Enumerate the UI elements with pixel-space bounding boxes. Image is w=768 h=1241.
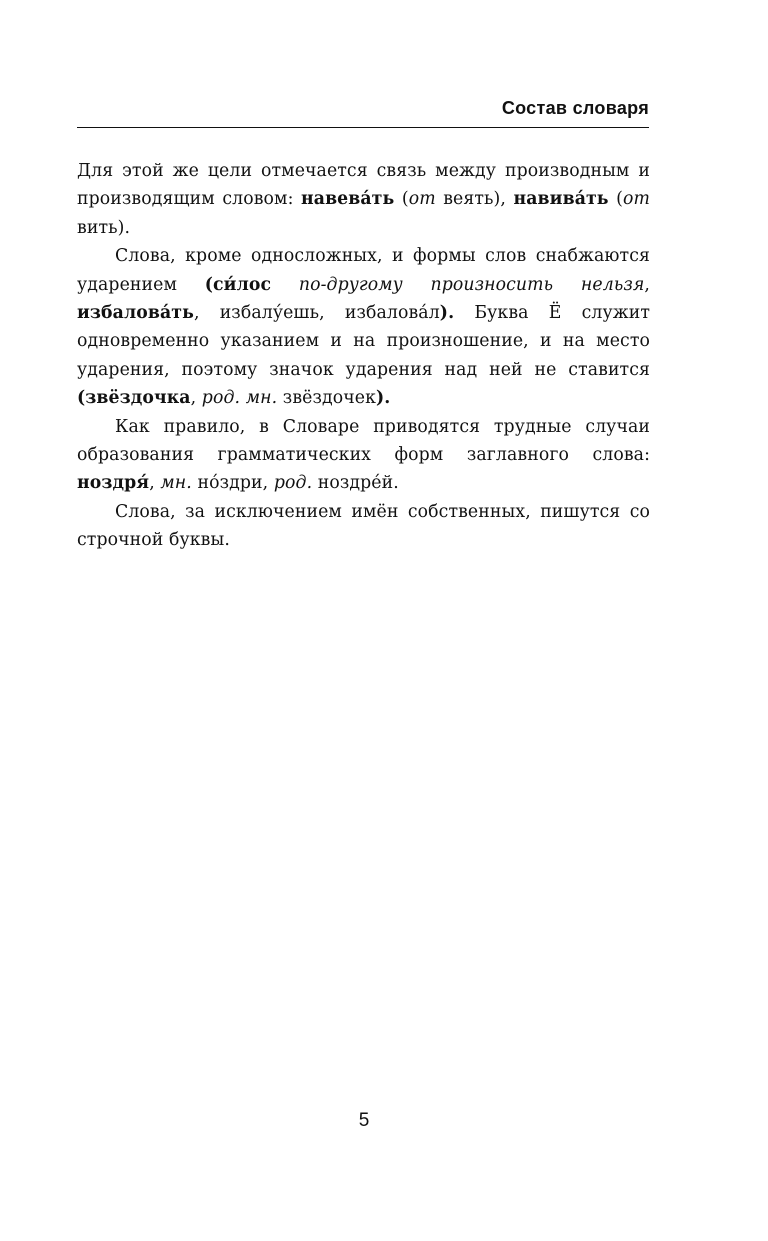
text-segment: ). xyxy=(376,388,391,409)
paragraph-stress xyxy=(77,242,650,412)
text-segment: вить). xyxy=(77,217,131,238)
text-segment: , xyxy=(190,388,202,409)
text-segment: Для этой же цели отмечается связь между производным и производящим словом: xyxy=(77,161,650,210)
text-segment: , xyxy=(644,274,650,295)
headword: (звёздочка xyxy=(77,388,191,409)
text-segment: но́здри, xyxy=(191,473,274,494)
text-segment: Как правило, в Словаре приводятся трудные случаи образования грамматических форм заглавного слова: xyxy=(77,416,650,466)
text-segment: Слова, за исключением имён собственных, пишутся со строчной буквы. xyxy=(77,501,650,551)
text-segment: ). xyxy=(439,303,455,324)
text-segment: Буква Ё служит одновременно указанием и на произношение, и на место ударения, поэтому значок ударения над ней не ставится xyxy=(77,303,650,380)
paragraph-capitalization xyxy=(77,498,650,555)
text-segment: веять), xyxy=(435,189,514,210)
headword: (си́лос xyxy=(204,274,272,295)
paragraph-grammar-forms xyxy=(77,413,650,498)
label-abbreviation: от xyxy=(408,189,436,210)
text-segment: , xyxy=(149,473,161,494)
headword: навива́ть xyxy=(513,189,609,210)
running-header-title: Состав словаря xyxy=(501,98,649,118)
usage-note: по-другому произносить нельзя xyxy=(271,274,645,295)
text-segment: Слова, кроме односложных, и формы слов снабжаются ударением xyxy=(77,246,650,295)
text-segment: ( xyxy=(394,189,409,210)
label-abbreviation: от xyxy=(623,189,651,210)
page-number: 5 xyxy=(358,1110,370,1131)
text-segment: , избалу́ешь, избалова́л xyxy=(193,303,440,324)
paragraph-derivation xyxy=(77,157,650,242)
page-body xyxy=(77,157,650,555)
label-abbreviation: род. мн. xyxy=(201,388,278,409)
label-abbreviation: мн. xyxy=(160,473,192,494)
text-segment: звёздочек xyxy=(277,388,377,409)
text-segment: ноздре́й. xyxy=(312,473,399,494)
text-segment: ( xyxy=(608,189,624,210)
label-abbreviation: род. xyxy=(273,473,313,494)
headword: ноздря́ xyxy=(77,473,150,494)
headword: навева́ть xyxy=(301,189,395,210)
header-divider xyxy=(77,127,649,128)
headword: избалова́ть xyxy=(77,303,194,324)
